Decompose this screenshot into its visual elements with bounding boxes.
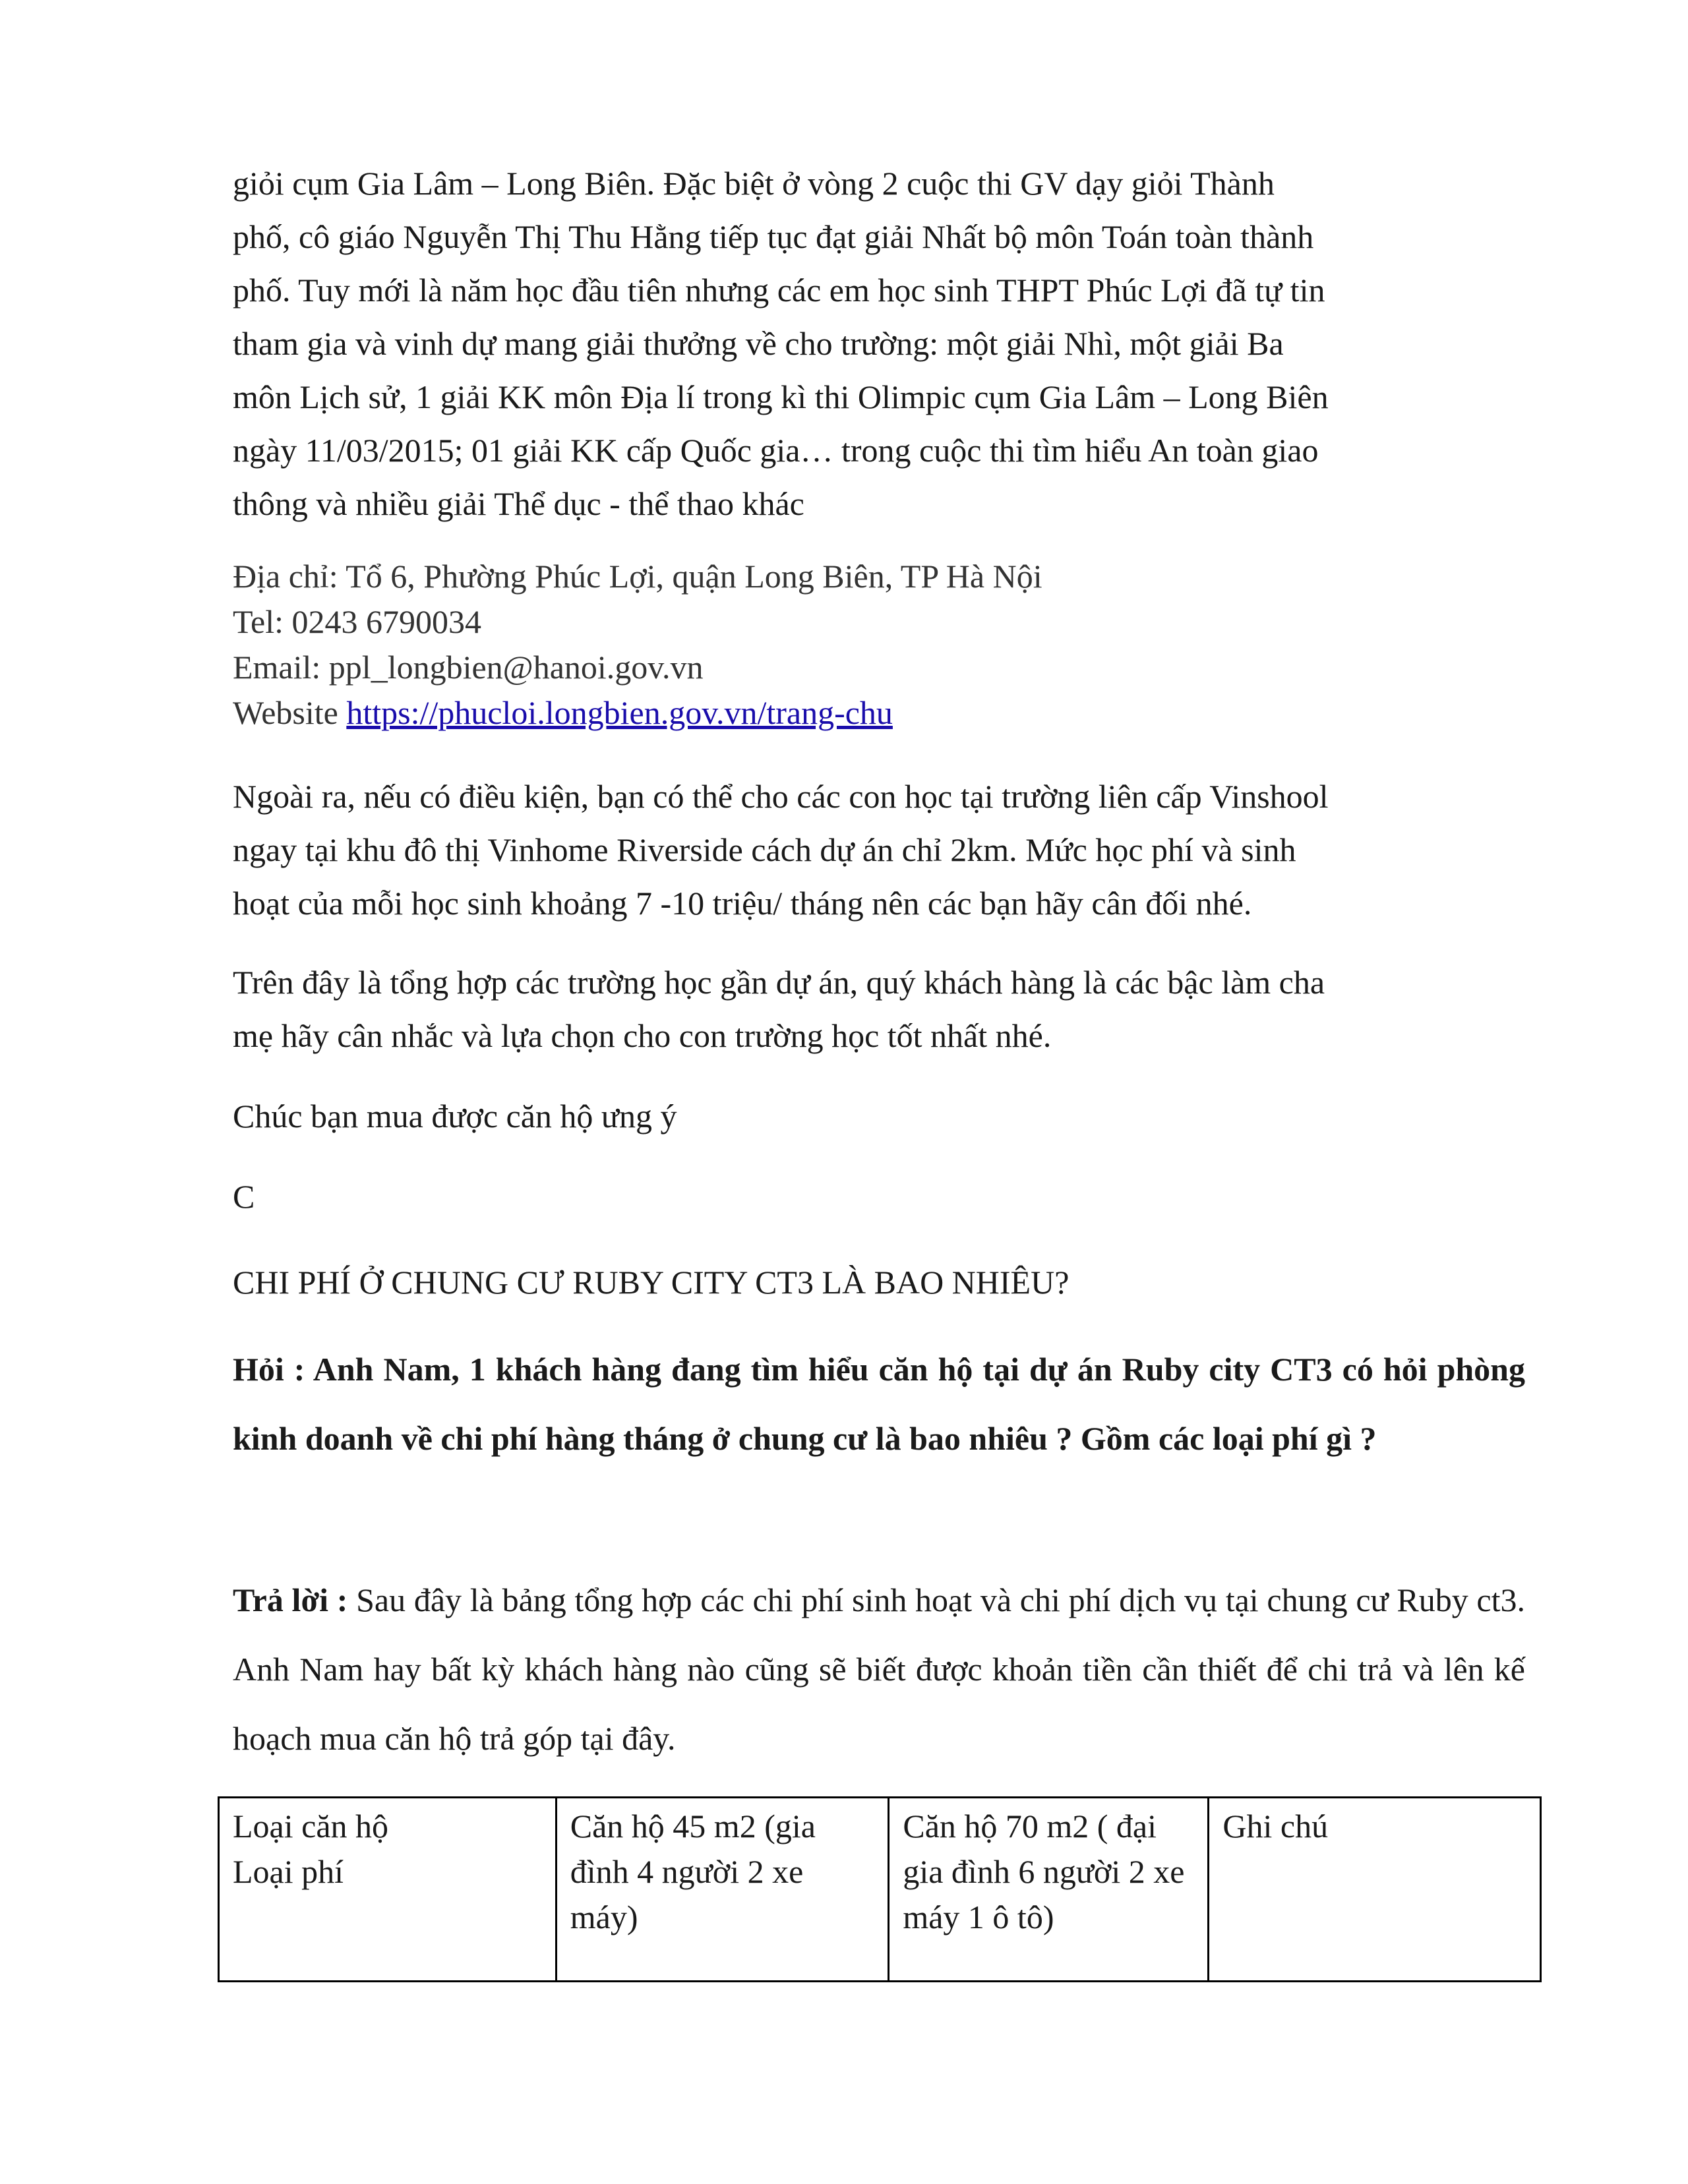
stray-letter: C: [233, 1178, 255, 1215]
table-cell-45m2: Căn hộ 45 m2 (gia đình 4 người 2 xe máy): [556, 1798, 889, 1982]
website-link[interactable]: https://phucloi.longbien.gov.vn/trang-chu: [346, 694, 893, 731]
table-cell-70m2: Căn hộ 70 m2 ( đại gia đình 6 người 2 xe máy 1 ô tô): [889, 1798, 1209, 1982]
answer-text: Sau đây là bảng tổng hợp các chi phí sinh hoạt và chi phí dịch vụ tại chung cư Ruby ct3. Anh Nam hay bất kỳ khách hàng nào cũng sẽ biết được khoản tiền cần thiết để chi trả và lên kế hoạch mua căn hộ trả góp tại đây.: [233, 1581, 1526, 1757]
section-heading: CHI PHÍ Ở CHUNG CƯ RUBY CITY CT3 LÀ BAO NHIÊU?: [233, 1264, 1070, 1301]
intro-line: phố. Tuy mới là năm học đầu tiên nhưng các em học sinh THPT Phúc Lợi đã tự tin: [233, 272, 1325, 309]
contact-address: Địa chỉ: Tổ 6, Phường Phúc Lợi, quận Long Biên, TP Hà Nội: [233, 558, 1042, 595]
vinschool-line: hoạt của mỗi học sinh khoảng 7 -10 triệu/ tháng nên các bạn hãy cân đối nhé.: [233, 885, 1252, 922]
vinschool-line: Ngoài ra, nếu có điều kiện, bạn có thể cho các con học tại trường liên cấp Vinshool: [233, 778, 1329, 815]
contact-email: Email: ppl_longbien@hanoi.gov.vn: [233, 649, 704, 686]
website-label: Website: [233, 694, 347, 731]
contact-tel: Tel: 0243 6790034: [233, 603, 482, 640]
summary-line: mẹ hãy cân nhắc và lựa chọn cho con trường học tốt nhất nhé.: [233, 1017, 1052, 1054]
intro-line: môn Lịch sử, 1 giải KK môn Địa lí trong kì thi Olimpic cụm Gia Lâm – Long Biên: [233, 378, 1329, 415]
table-header-row: [219, 1798, 1541, 1982]
intro-line: thông và nhiều giải Thể dục - thể thao khác: [233, 485, 804, 522]
intro-line: ngày 11/03/2015; 01 giải KK cấp Quốc gia… trong cuộc thi tìm hiểu An toàn giao: [233, 432, 1319, 469]
table-cell-note: Ghi chú: [1209, 1798, 1541, 1982]
vinschool-line: ngay tại khu đô thị Vinhome Riverside cách dự án chỉ 2km. Mức học phí và sinh: [233, 831, 1296, 868]
question-paragraph: Hỏi : Anh Nam, 1 khách hàng đang tìm hiểu căn hộ tại dự án Ruby city CT3 có hỏi phòng kinh doanh về chi phí hàng tháng ở chung cư là bao nhiêu ? Gồm các loại phí gì ?: [233, 1351, 1525, 1457]
contact-block: [233, 554, 1042, 736]
intro-line: giỏi cụm Gia Lâm – Long Biên. Đặc biệt ở vòng 2 cuộc thi GV dạy giỏi Thành: [233, 165, 1275, 202]
fee-type-label: Loại phí: [233, 1853, 344, 1890]
intro-line: phố, cô giáo Nguyễn Thị Thu Hằng tiếp tục đạt giải Nhất bộ môn Toán toàn thành: [233, 218, 1314, 255]
fee-table: [218, 1796, 1542, 1982]
intro-paragraph: [233, 157, 1525, 531]
vinschool-paragraph: [233, 770, 1525, 930]
summary-line: Trên đây là tổng hợp các trường học gần dự án, quý khách hàng là các bậc làm cha: [233, 964, 1325, 1001]
wish-text: Chúc bạn mua được căn hộ ưng ý: [233, 1098, 677, 1135]
summary-paragraph: [233, 956, 1525, 1063]
table-cell-type: [219, 1798, 557, 1982]
answer-label: Trả lời :: [233, 1581, 357, 1618]
answer-paragraph: [233, 1566, 1525, 1773]
contact-website: [233, 690, 1042, 736]
apartment-type-label: Loại căn hộ: [233, 1808, 389, 1845]
intro-line: tham gia và vinh dự mang giải thưởng về cho trường: một giải Nhì, một giải Ba: [233, 325, 1284, 362]
